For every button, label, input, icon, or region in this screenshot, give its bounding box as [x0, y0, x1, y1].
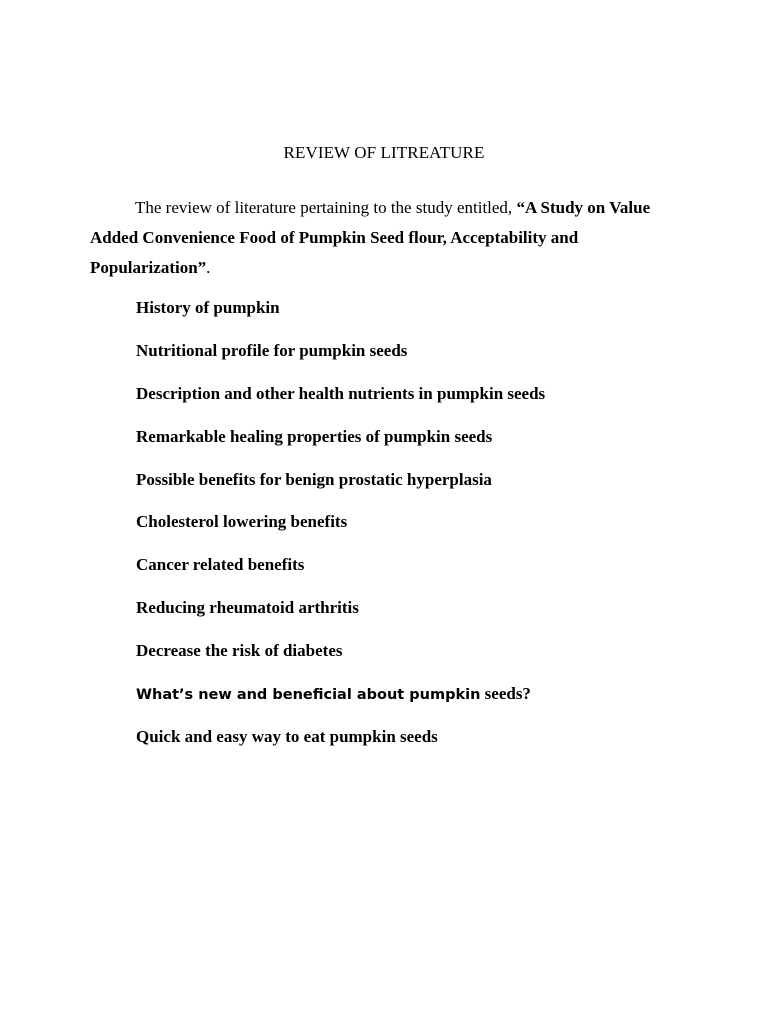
page-title: REVIEW OF LITREATURE	[283, 143, 485, 162]
topic-item: Reducing rheumatoid arthritis	[136, 598, 359, 618]
topic-item: Cancer related benefits	[136, 555, 305, 575]
study-title-part-2: Added Convenience Food of Pumpkin Seed flour, Acceptability and	[90, 228, 579, 247]
topic-item: Nutritional profile for pumpkin seeds	[136, 340, 408, 360]
topic-item: Quick and easy way to eat pumpkin seeds	[136, 726, 438, 746]
topic-item: Decrease the risk of diabetes	[136, 641, 343, 661]
topic-whats-new-text: What’s new and beneficial about pumpkin	[136, 687, 481, 704]
study-title-part-3: Popularization”	[90, 258, 207, 277]
topic-whats-new-end: seeds?	[480, 684, 531, 704]
topic-item: Remarkable healing properties of pumpkin seeds	[136, 426, 493, 446]
topic-item-whats-new	[136, 683, 545, 705]
intro-period: .	[206, 258, 211, 277]
topic-item: History of pumpkin	[136, 298, 280, 317]
intro-line-2	[90, 223, 680, 253]
topic-item: Cholesterol lowering benefits	[136, 512, 348, 532]
intro-text: The review of literature pertaining to the study entitled,	[135, 198, 517, 217]
study-title-part-1: “A Study on Value	[516, 198, 651, 217]
intro-line-1	[90, 193, 680, 223]
topic-list	[136, 297, 545, 769]
intro-line-3	[90, 253, 680, 283]
topic-item: Possible benefits for benign prostatic hyperplasia	[136, 469, 492, 489]
intro-paragraph	[90, 193, 680, 283]
topic-item: Description and other health nutrients in pumpkin seeds	[136, 383, 546, 403]
